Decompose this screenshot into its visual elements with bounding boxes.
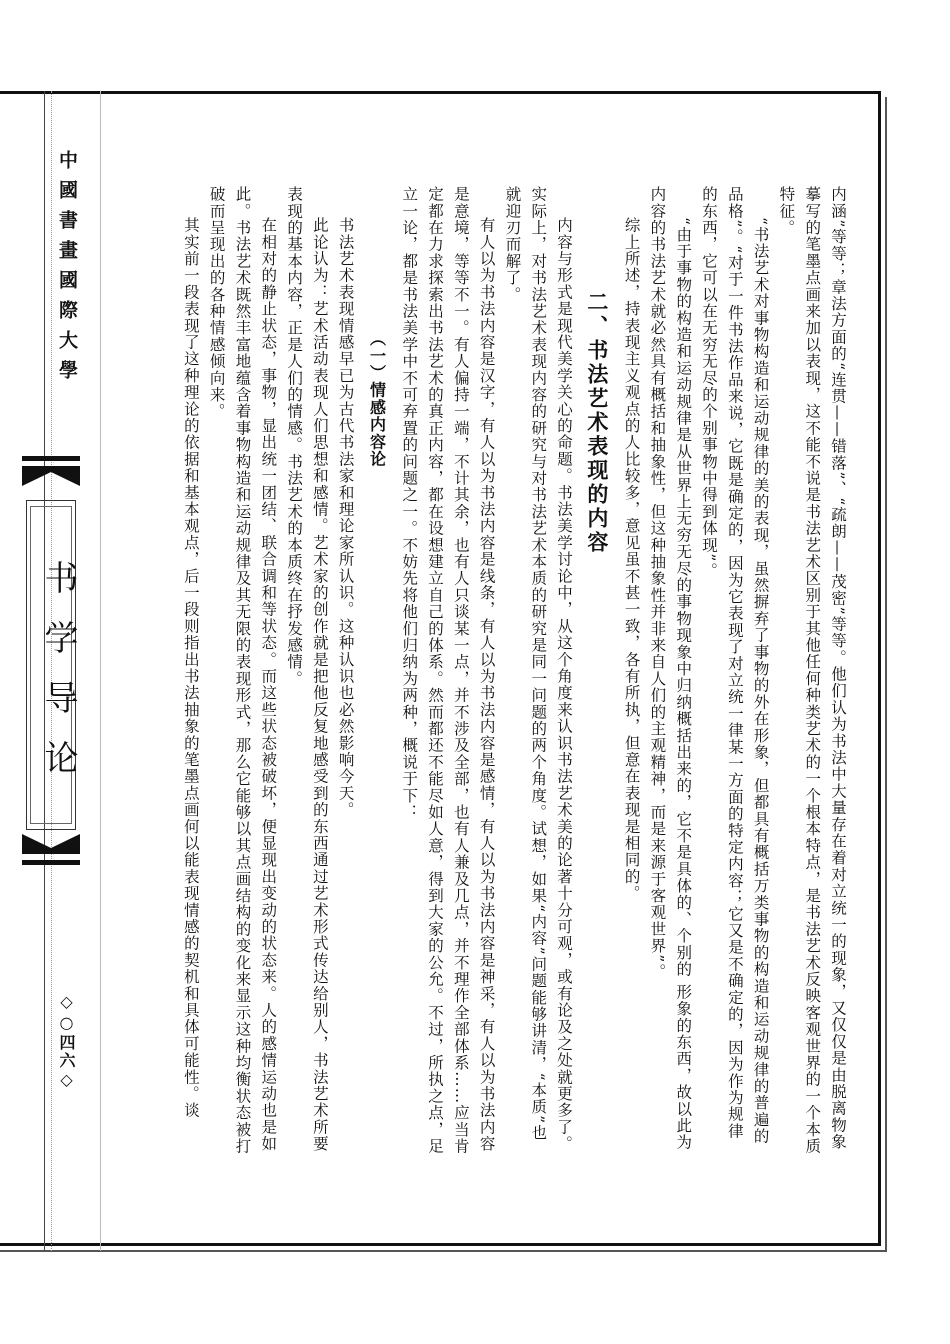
paragraph: 综上所述，持表现主义观点的人比较多，意见虽不甚一致，各有所执，但意在表现是相同的。 [622,217,641,902]
paragraph: 书法艺术表现情感早已为古代书法家和理论家所认识。这种认识也必然影响今天。 [336,217,355,819]
paragraph: “书法艺术对事物构造和运动规律的美的表现，虽然摒弃了事物的外在形象，但都具有概括万类事物的构造和运动规律的普遍的品格”。“对于一件书法作品来说，它既是确定的，因为它表现了对立统一律某一方面的特定内容；它又是不确定的，因为作为规律的东西，它可以在无穷无尽的个别事物中得到体现”。 [700,186,770,1145]
page-number: ◇○四六◇ [57,992,76,1091]
paragraph: 在相对的静止状态，事物，显出统一团结、联合调和等状态。而这些状态被破坏，便显现出变动的状态来。人的感情运动也是如此。书法艺术既然丰富地蕴含着事物构造和运动规律及其无限的表现形式，那么它能够以其点画结构的变化来显示这种均衡状态被打破而呈现出的各种情感倾向来。 [207,186,278,1155]
paragraph: 此论认为：艺术活动表现人们思想和感情。艺术家的创作就是把他反复地感受到的东西通过艺术形式传达给别人，书法艺术所要表现的基本内容，正是人们的情感。书法艺术的本质终在抒发感情。 [285,186,329,1153]
section-heading: 二、书法艺术表现的内容 [584,291,610,555]
paragraph: 其实前一段表现了这种理论的依据和基本观点，后一段则指出书法抽象的笔墨点画何以能表现情感的契机和具体可能性。谈 [181,217,200,1119]
paragraph: 内涵”等等；章法方面的“连贯——错落”、“疏朗——茂密”等等。他们认为书法中大量存在着对立统一的现象，又仅仅是由脱离物象摹写的笔墨点画来加以表现，这不能不说是书法艺术区别于其他任何种类艺术的一个根本特点，是书法艺术反映客观世界的一个本质特征。 [777,186,847,1155]
ornament-bar-bottom [22,860,80,865]
book-title: 书学导论 [38,560,78,800]
school-name: 中國書畫國際大學 [56,150,78,390]
ornament-bar-top [22,456,80,461]
paragraph: 有人以为书法内容是汉字，有人以为书法内容是线条，有人以为书法内容是感情，有人以为书法内容是神采，有人以为书法内容是意境，等等不一。有人偏持一端，不计其余，也有人只谈某一点，并不涉及全部，也有人兼及几点，并不理作全部体系……应当肯定都在力求探索出书法艺术的真正内容，都在设想建立自己的体系。然而都还不能尽如人意，得到大家的公允。不过，所执之点，足立一论，都是书法美学中不可弃置的问题之一。不妨先将他们归纳为两种，概说于下： [400,186,496,1155]
spine-line-right [100,91,101,1251]
subsection-heading: （一）情感内容论 [367,330,387,468]
paragraph: “由于事物的构造和运动规律是从世界上无穷无尽的事物现象中归纳概括出来的，它不是具体的、个别的 形象的东西，故以此为内容的书法艺术就必然具有概括和抽象性，但这种抽象性并非来自人们的主观精神，而是来源于客观世界”。 [648,186,693,1151]
body-text [177,186,850,1156]
paragraph: 内容与形式是现代美学关心的命题。书法美学讨论中，从这个角度来认识书法艺术美的论著十分可观，或有论及之处就更多了。实际上，对书法艺术表现内容的研究与对书法艺术本质的研究是同一问题的两个角度。试想，如果“内容”问题能够讲清，“本质”也就迎刃而解了。 [503,186,574,1153]
